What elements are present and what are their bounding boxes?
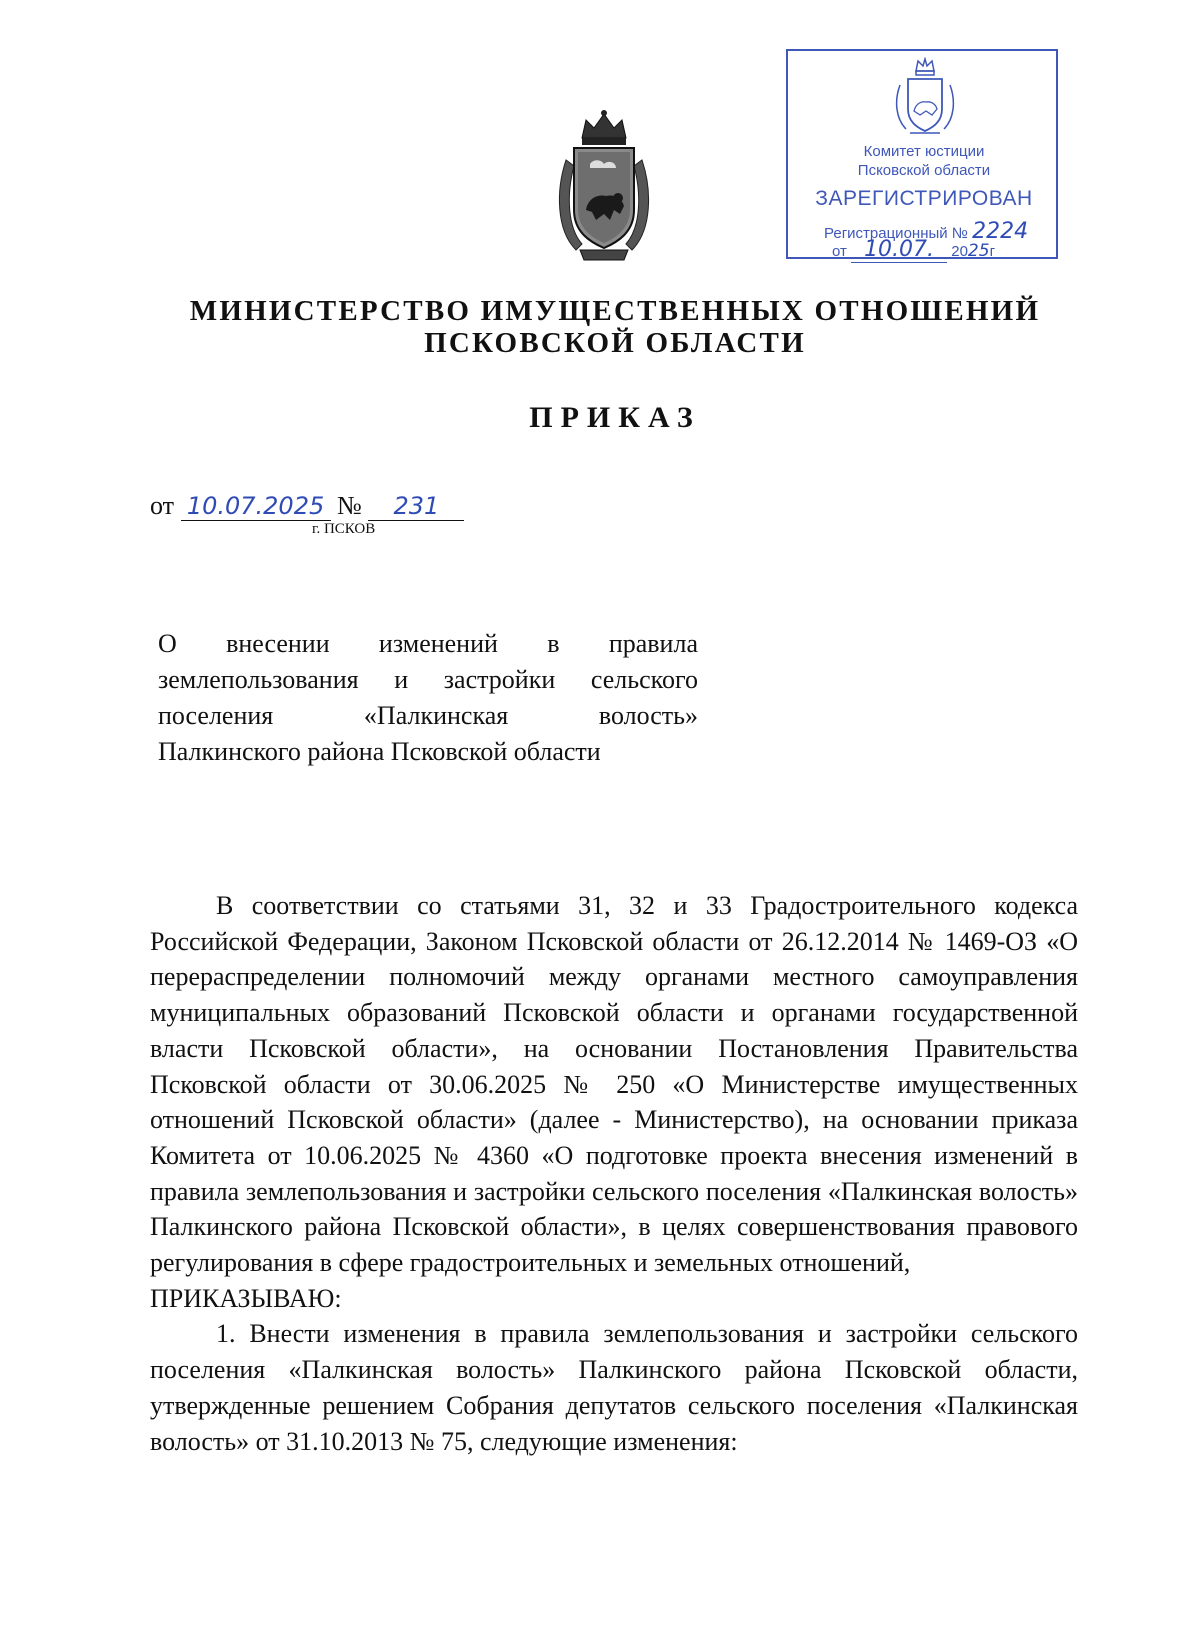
stamp-authority-line1: Комитет юстиции: [863, 143, 985, 160]
order-item-1: 1. Внести изменения в правила землепользования и застройки сельского поселения «Палкинская волость» Палкинского района Псковской области, утвержденные решением Собрания депутатов сельского поселения «Палкинская волость» от 31.10.2013 № 75, следующие изменения:: [150, 1319, 1078, 1456]
stamp-year-print: 20: [951, 243, 968, 260]
order-date-number-line: [150, 491, 464, 521]
stamp-date-row: [832, 237, 995, 263]
stamp-emblem-icon: [892, 57, 958, 139]
subject-line1: О внесении изменений в правила: [158, 629, 698, 658]
order-date: 10.07.2025: [181, 492, 331, 521]
order-directive: ПРИКАЗЫВАЮ:: [150, 1283, 342, 1313]
stamp-status: ЗАРЕГИСТРИРОВАН: [815, 187, 1033, 210]
ministry-name-line1: МИНИСТЕРСТВО ИМУЩЕСТВЕННЫХ ОТНОШЕНИЙ: [189, 295, 1041, 327]
subject-line3: поселения «Палкинская волость»: [158, 701, 698, 730]
number-label: №: [337, 491, 362, 520]
order-subject: [158, 626, 698, 770]
subject-line4: Палкинского района Псковской области: [158, 737, 601, 766]
preamble-paragraph: В соответствии со статьями 31, 32 и 33 Градостроительного кодекса Российской Федерации, Законом Псковской области от 26.12.2014 № 1469-ОЗ «О перераспределении полномочий между органами местного самоуправления муниципальных образований Псковской области и органами государственной власти Псковской области», на основании Постановления Правительства Псковской области от 30.06.2025 № 250 «О Министерстве имущественных отношений Псковской области» (далее - Министерство), на основании приказа Комитета от 10.06.2025 № 4360 «О подготовке проекта внесения изменений в правила землепользования и застройки сельского поселения «Палкинская волость» Палкинского района Псковской области», в целях совершенствования правового регулирования в сфере градостроительных и земельных отношений,: [150, 891, 1078, 1278]
registration-stamp: [786, 49, 1058, 262]
date-from-label: от: [150, 491, 175, 520]
coat-of-arms-emblem: [552, 110, 656, 266]
stamp-year-suffix: г: [989, 243, 996, 260]
order-number: 231: [368, 492, 464, 521]
stamp-date-prefix: от: [832, 243, 847, 260]
stamp-year-hand: 25: [967, 241, 990, 261]
stamp-reg-label: Регистрационный №: [824, 225, 968, 242]
document-title: ПРИКАЗ: [529, 401, 701, 434]
order-body: [150, 888, 1078, 1459]
stamp-authority-line2: Псковской области: [857, 162, 991, 179]
issue-city: г. ПСКОВ: [312, 521, 376, 537]
subject-line2: землепользования и застройки сельского: [158, 665, 698, 694]
stamp-reg-number: 2224: [972, 219, 1029, 244]
ministry-name: [0, 295, 1200, 359]
stamp-date: 10.07.: [851, 237, 947, 263]
ministry-name-line2: ПСКОВСКОЙ ОБЛАСТИ: [424, 327, 806, 359]
